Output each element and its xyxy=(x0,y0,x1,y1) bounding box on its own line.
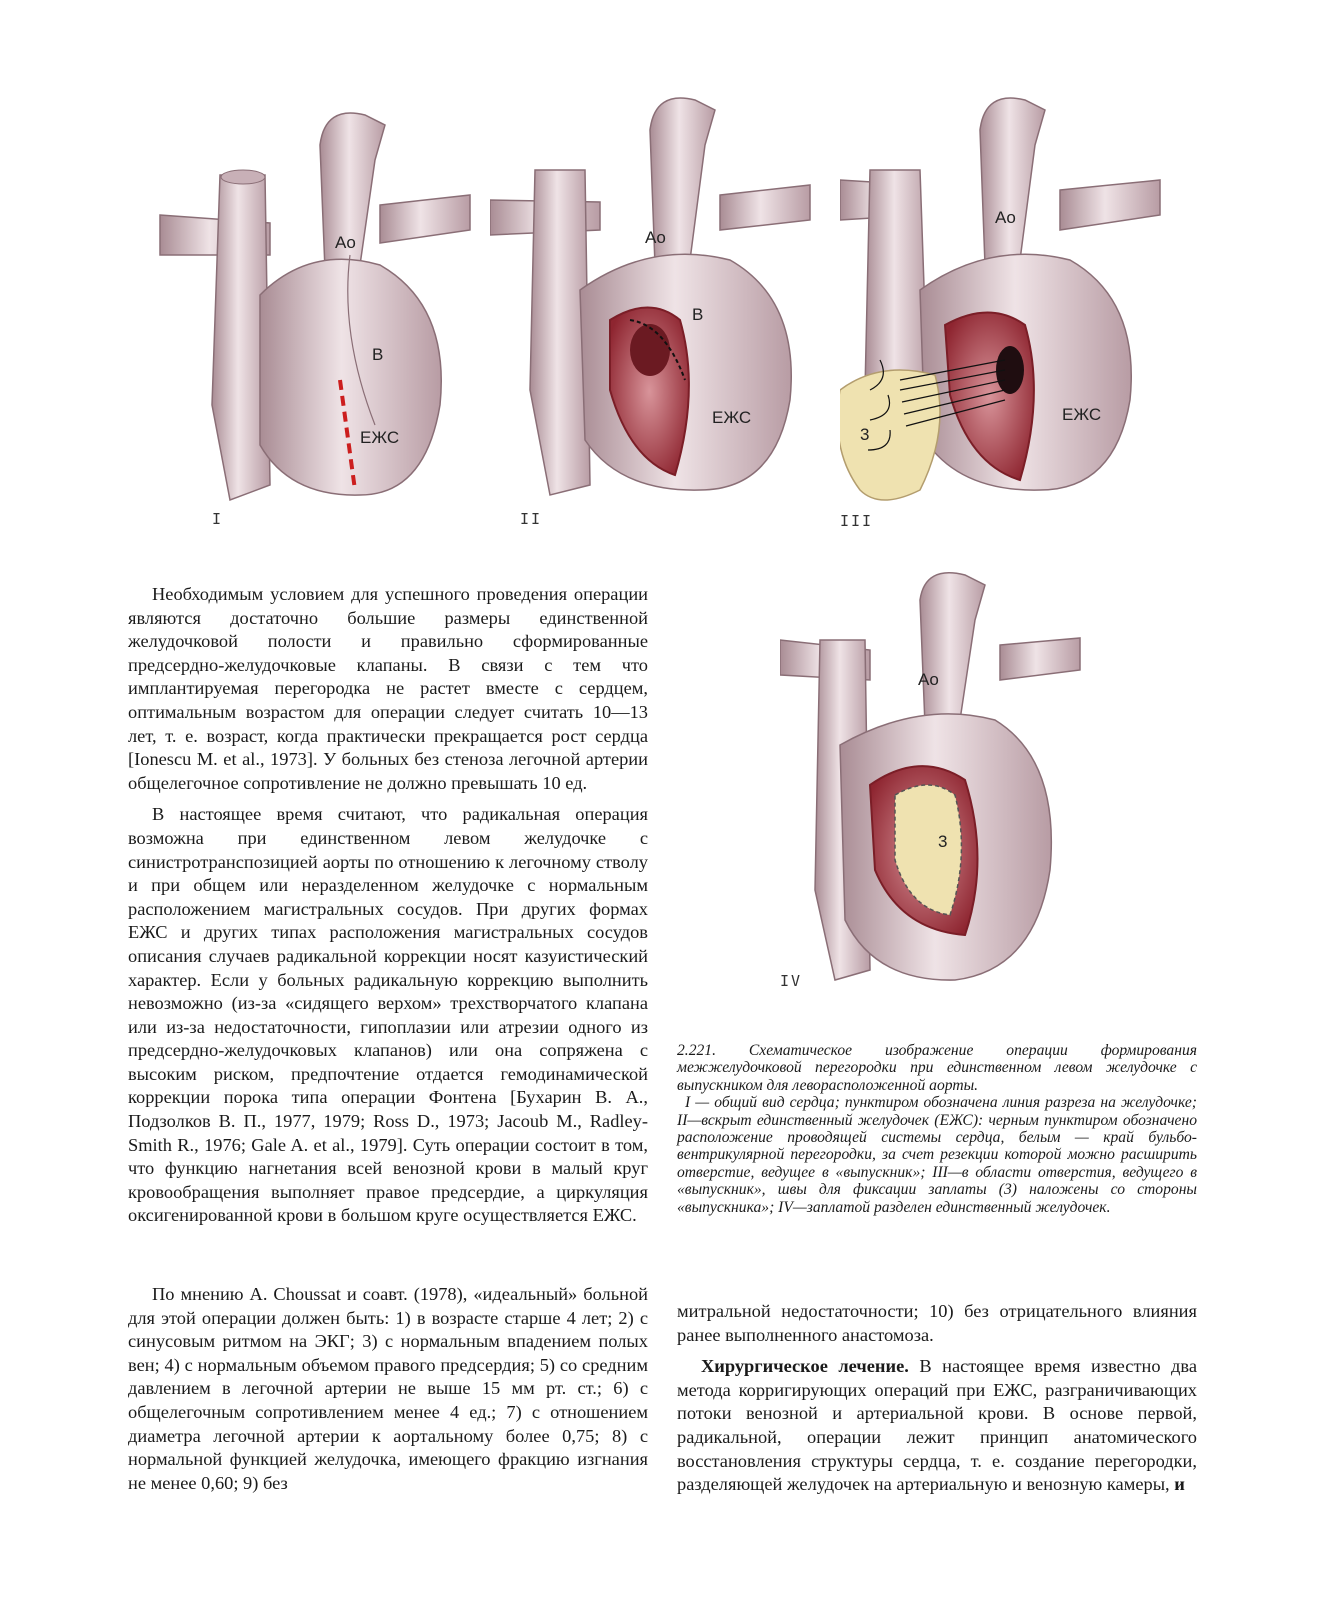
caption-body: I — общий вид сердца; пунктиром обозначена линия разреза на желудочке; II—вскрыт единственный желудочек (ЕЖС): черным пунктиром обозначено расположение проводящей системы сердца, белым — край бульбо-вентрикулярной перегородки, за счет резекции которой можно расширить отверстие, ведущее в «выпускник»; III—в области отверстия, ведущего в «выпускник», швы для фиксации заплаты (3) наложены со стороны «выпускника»; IV—заплатой разделен единственный желудочек. xyxy=(677,1094,1197,1216)
label-ezhs: ЕЖС xyxy=(360,428,400,447)
paragraph xyxy=(677,1355,1197,1497)
figure-heart-sutures xyxy=(840,90,1170,545)
label-b: В xyxy=(372,345,384,364)
label-patch-3: 3 xyxy=(860,425,870,444)
right-column xyxy=(677,1300,1197,1505)
label-ezhs: ЕЖС xyxy=(1062,405,1102,424)
heart-illustration-4 xyxy=(780,570,1090,1030)
paragraph: митральной недостаточности; 10) без отрицательного влияния ранее выполненного анастомоза. xyxy=(677,1301,1197,1345)
label-b: В xyxy=(692,305,704,324)
figure-numeral: III xyxy=(840,512,874,530)
left-column xyxy=(128,583,648,1236)
figure-caption xyxy=(677,1042,1197,1216)
figure-heart-general-view xyxy=(150,105,480,545)
heart-illustration-2 xyxy=(490,90,820,545)
paragraph: Необходимым условием для успешного проведения операции являются достаточно большие размеры единственной желудочковой полости и правильно сформированные предсердно-желудочковые клапаны. В связи с тем что имплантируемая перегородка не растет вместе с сердцем, оптимальным возрастом для операции следует считать 10—13 лет, т. е. возраст, когда практически прекращается рост сердца [Ionescu M. et al., 1973]. У больных без стеноза легочной артерии общелегочное сопротивление не должно превышать 10 ед. xyxy=(128,584,648,793)
label-patch-3: 3 xyxy=(938,832,948,851)
section-heading: Хирургическое лечение. xyxy=(701,1356,909,1377)
left-column-continued xyxy=(128,1283,648,1503)
label-aorta: Ao xyxy=(918,670,939,689)
heart-illustration-3 xyxy=(840,90,1170,545)
paragraph: В настоящее время считают, что радикальная операция возможна при единственном левом желудочке с синистротранспозицией аорты по отношению к легочному стволу и при общем или неразделенном желудочке с нормальным расположением магистральных сосудов. При других формах ЕЖС и других типах расположения магистральных сосудов описания случаев радикальной коррекции носят казуистический характер. Если у больных радикальную коррекцию выполнить невозможно (из-за «сидящего верхом» трехстворчатого клапана или из-за недостаточности, гипоплазии или атрезии одного из предсердно-желудочковых клапанов) или она сопряжена с высоким риском, предпочтение отдается гемодинамической коррекции порока типа операции Фонтена [Бухарин В. А., Подзолков В. П., 1977, 1979; Ross D., 1973; Jacoub M., Radley-Smith R., 1976; Gale A. et al., 1979]. Суть операции состоит в том, что функцию нагнетания всей венозной крови в малый круг кровообращения выполняет правое предсердие, а циркуляция оксигенированной крови в большом круге осуществляется ЕЖС. xyxy=(128,804,648,1226)
figure-heart-patch-divided xyxy=(780,570,1090,1030)
paragraph: По мнению A. Choussat и соавт. (1978), «идеальный» больной для этой операции должен быть: 1) в возрасте старше 4 лет; 2) с синусовым ритмом на ЭКГ; 3) с нормальным впадением полых вен; 4) с нормальным объемом правого предсердия; 5) со средним давлением в легочной артерии не выше 15 мм рт. ст.; 6) с общелегочным сопротивлением менее 4 ед.; 7) с отношением диаметра легочной артерии к аортальному более 0,75; 8) с нормальной функцией желудочка, имеющего фракцию изгнания не менее 0,60; 9) без xyxy=(128,1284,648,1493)
label-aorta: Ao xyxy=(645,228,666,247)
figure-numeral: II xyxy=(520,510,543,528)
label-aorta: Ao xyxy=(995,208,1016,227)
paragraph-tail: и xyxy=(1169,1474,1185,1495)
figure-heart-opened-ventricle xyxy=(490,90,820,545)
label-aorta: Ao xyxy=(335,233,356,252)
figure-numeral: IV xyxy=(780,972,803,990)
heart-illustration-1 xyxy=(150,105,480,545)
caption-title: 2.221. Схематическое изображение операции формирования межжелудочковой перегородки при единственном левом желудочке с выпускником для леворасположенной аорты. xyxy=(677,1042,1197,1094)
paragraph-text: В настоящее время известно два метода корригирующих операций при ЕЖС, разграничивающих потоки венозной и артериальной крови. В основе первой, радикальной, операции лежит принцип анатомического восстановления структуры сердца, т. е. создание перегородки, разделяющей желудочек на артериальную и венозную камеры, xyxy=(677,1356,1197,1495)
label-ezhs: ЕЖС xyxy=(712,408,752,427)
figure-numeral: I xyxy=(212,510,224,528)
